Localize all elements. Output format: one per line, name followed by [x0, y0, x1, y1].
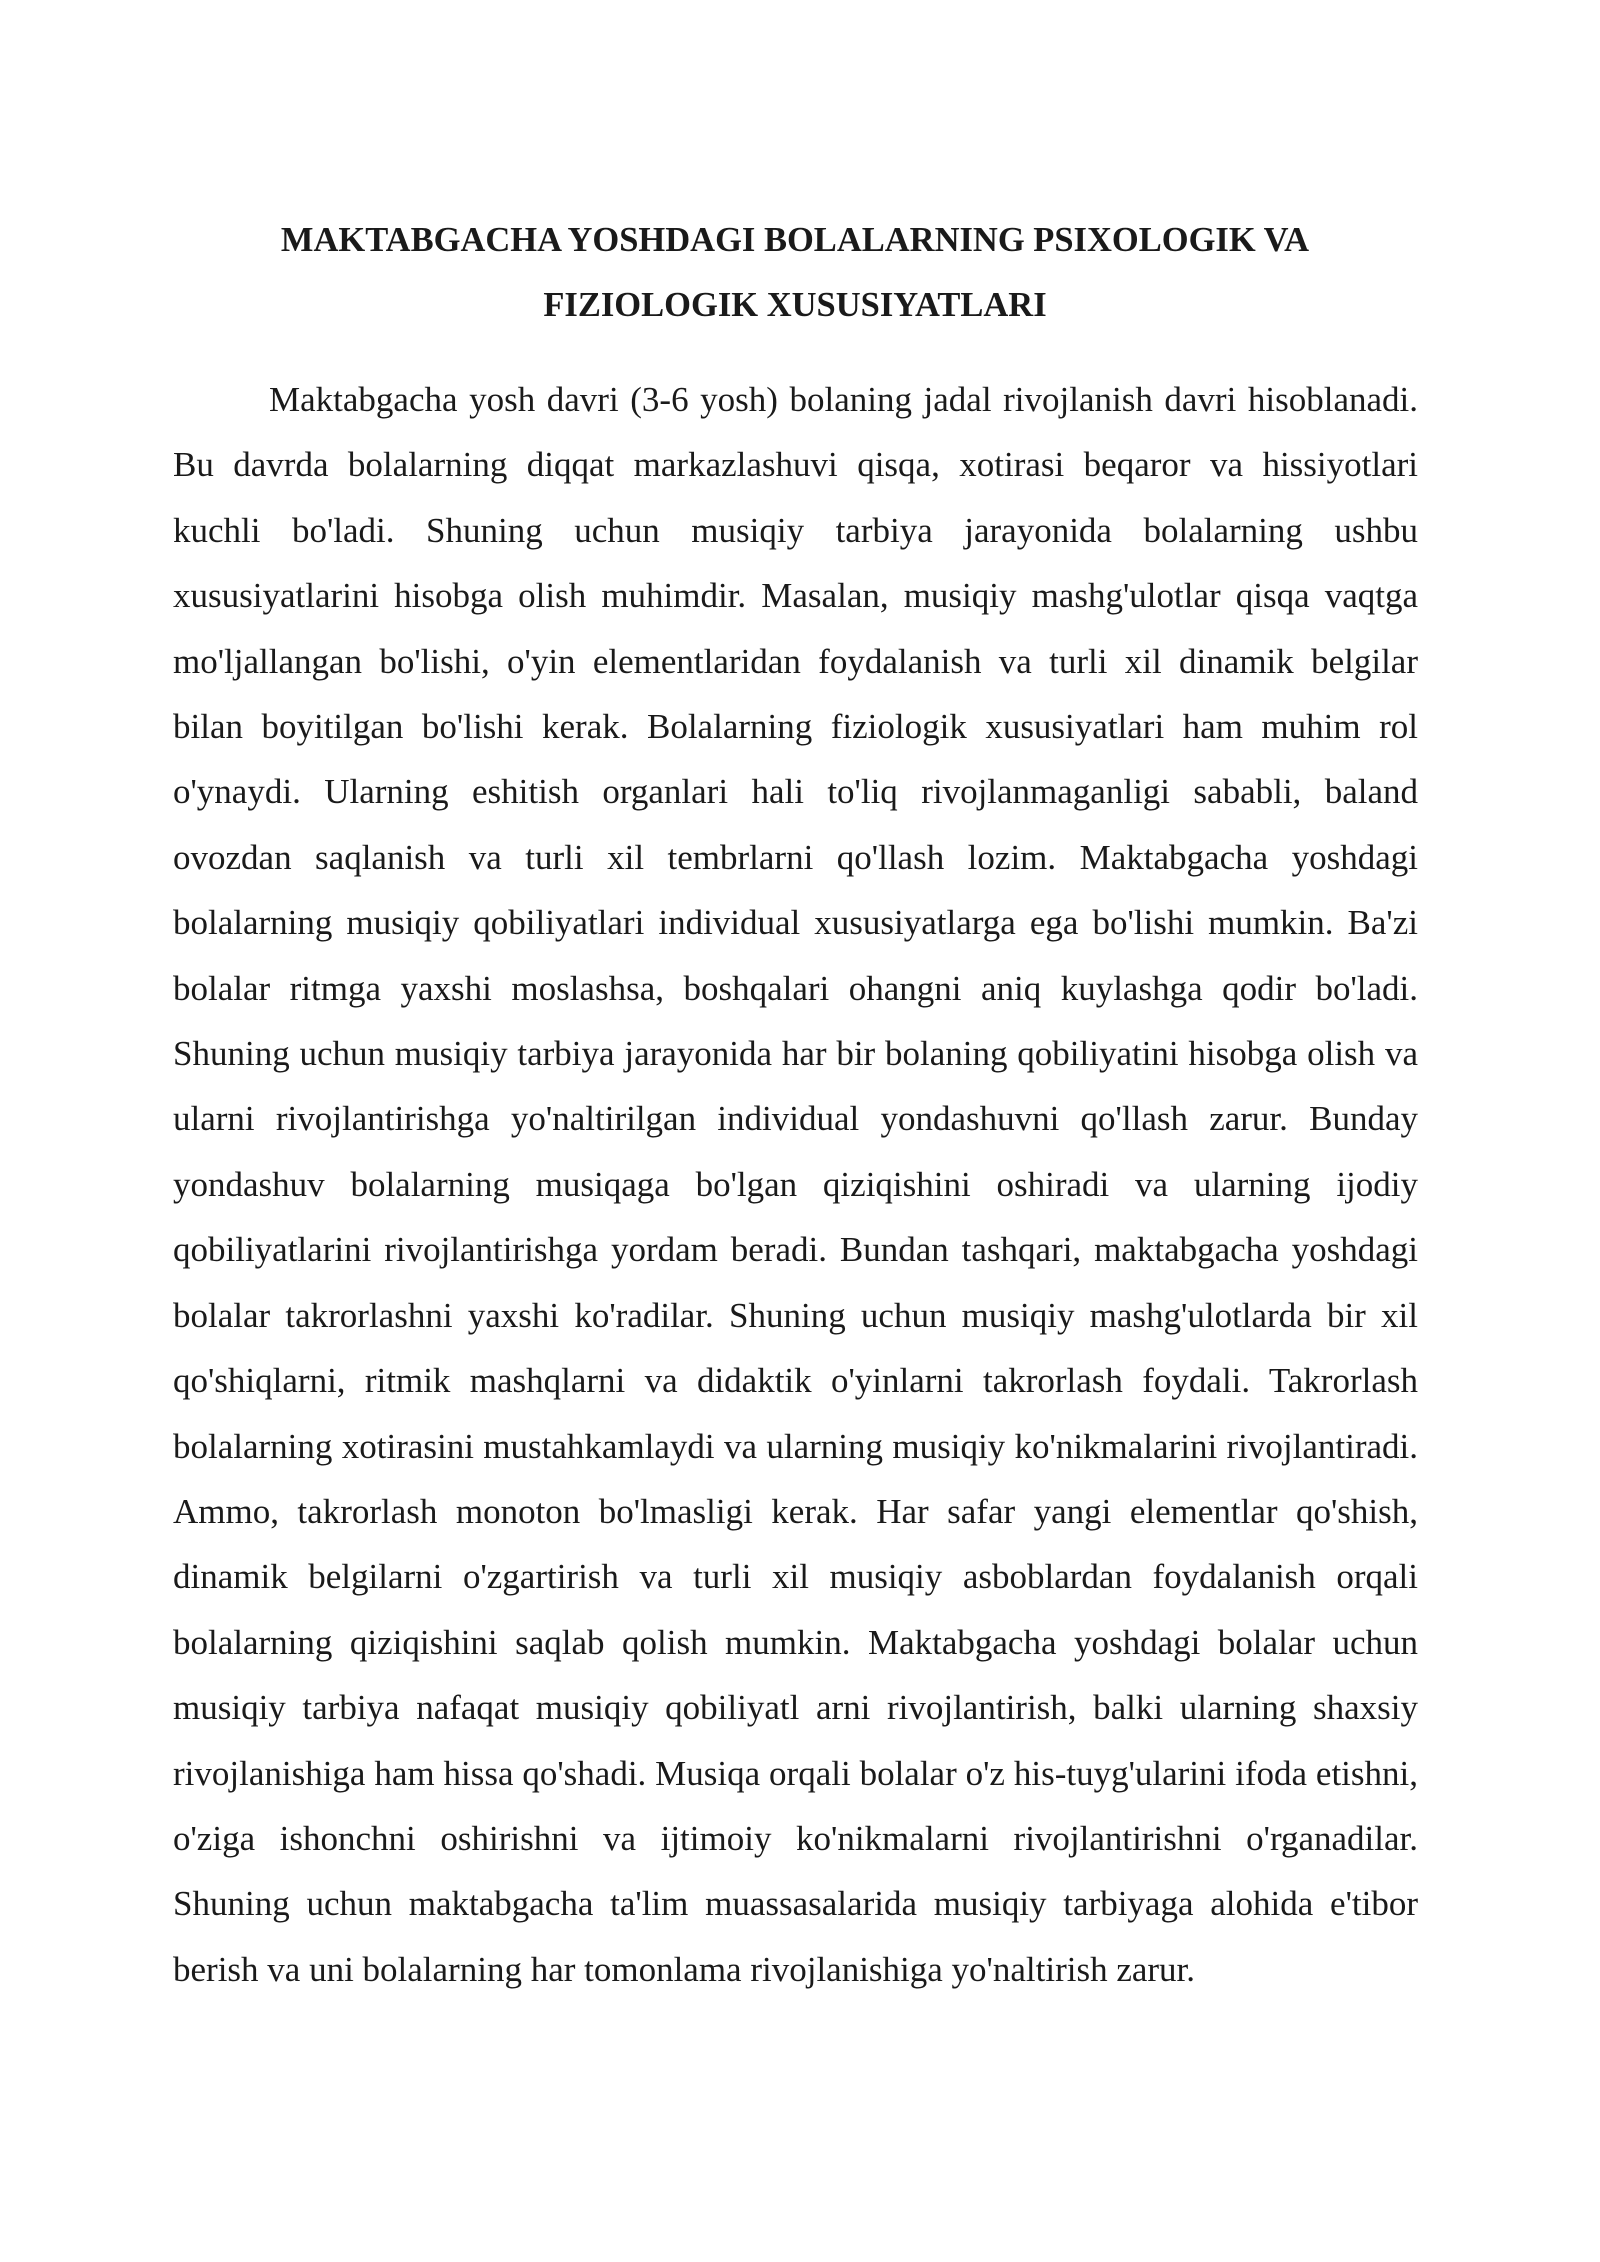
document-title-line-1: MAKTABGACHA YOSHDAGI BOLALARNING PSIXOLOGIK VA [280, 221, 1310, 259]
document-paragraph: Maktabgacha yosh davri (3-6 yosh) bolaning jadal rivojlanish davri hisoblanadi. Bu davrda bolalarning diqqat markazlashuvi qisqa, xotirasi beqaror va hissiyotlari kuchli bo'ladi. Shuning uchun musiqiy tarbiya jarayonida bolalarning ushbu xususiyatlarini hisobga olish muhimdir. Masalan, musiqiy mashg'ulotlar qisqa vaqtga mo'ljallangan bo'lishi, o'yin elementlaridan foydalanish va turli xil dinamik belgilar bilan boyitilgan bo'lishi kerak. Bolalarning fiziologik xususiyatlari ham muhim rol o'ynaydi. Ularning eshitish organlari hali to'liq rivojlanmaganligi sababli, baland ovozdan saqlanish va turli xil tembrlarni qo'llash lozim. Maktabgacha yoshdagi bolalarning musiqiy qobiliyatlari individual xususiyatlarga ega bo'lishi mumkin. Ba'zi bolalar ritmga yaxshi moslashsa, boshqalari ohangni aniq kuylashga qodir bo'ladi. Shuning uchun musiqiy tarbiya jarayonida har bir bolaning qobiliyatini hisobga olish va ularni rivojlantirishga yo'naltirilgan individual yondashuvni qo'llash zarur. Bunday yondashuv bolalarning musiqaga bo'lgan qiziqishini oshiradi va ularning ijodiy qobiliyatlarini rivojlantirishga yordam beradi. Bundan tashqari, maktabgacha yoshdagi bolalar takrorlashni yaxshi ko'radilar. Shuning uchun musiqiy mashg'ulotlarda bir xil qo'shiqlarni, ritmik mashqlarni va didaktik o'yinlarni takrorlash foydali. Takrorlash bolalarning xotirasini mustahkamlaydi va ularning musiqiy ko'nikmalarini rivojlantiradi. Ammo, takrorlash monoton bo'lmasligi kerak. Har safar yangi elementlar qo'shish, dinamik belgilarni o'zgartirish va turli xil musiqiy asboblardan foydalanish orqali bolalarning qiziqishini saqlab qolish mumkin. Maktabgacha yoshdagi bolalar uchun musiqiy tarbiya nafaqat musiqiy qobiliyatl arni rivojlantirish, balki ularning shaxsiy rivojlanishiga ham hissa qo'shadi. Musiqa orqali bolalar o'z his-tuyg'ularini ifoda etishni, o'ziga ishonchni oshirishni va ijtimoiy ko'nikmalarni rivojlantirishni o'rganadilar. Shuning uchun maktabgacha ta'lim muassasalarida musiqiy tarbiyaga alohida e'tibor berish va uni bolalarning har tomonlama rivojlanishiga yo'naltirish zarur. [173, 380, 1418, 1989]
document-title [173, 208, 1417, 337]
document-title-line-2: FIZIOLOGIK XUSUSIYATLARI [543, 285, 1047, 324]
